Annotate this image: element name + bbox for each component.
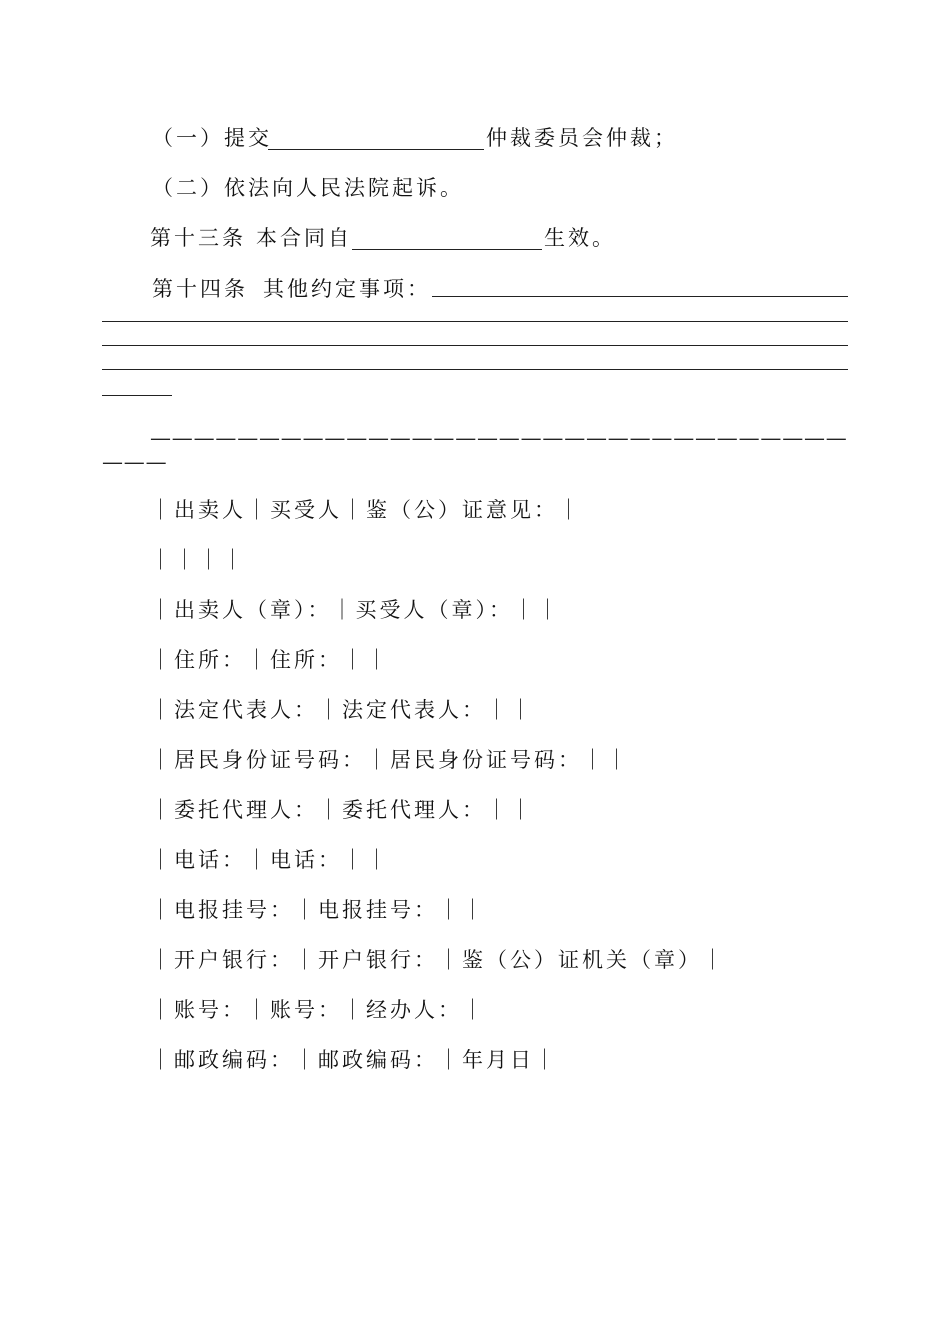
signature-row-agent: ｜委托代理人：｜委托代理人：｜｜ [150, 798, 534, 822]
clause-item2: （二）依法向人民法院起诉。 [152, 176, 464, 200]
article14-label: 第十四条 [152, 277, 248, 301]
dash-separator-2: ——— [102, 450, 168, 474]
signature-row-empty: ｜｜｜｜ [150, 548, 246, 572]
signature-row-account: ｜账号：｜账号：｜经办人：｜ [150, 998, 486, 1022]
article14-text: 其他约定事项： [263, 277, 431, 301]
arbitration-committee-blank [268, 124, 484, 150]
other-matters-blank-2 [102, 300, 848, 322]
effective-date-blank [352, 224, 542, 250]
other-matters-blank-3 [102, 324, 848, 346]
article13-label: 第十三条 [150, 226, 246, 250]
article13-suffix: 生效。 [544, 226, 616, 250]
signature-row-address: ｜住所：｜住所：｜｜ [150, 648, 390, 672]
dash-separator-1: ———————————————————————————————— [150, 426, 848, 450]
signature-row-telegraph: ｜电报挂号：｜电报挂号：｜｜ [150, 898, 486, 922]
clause-item1-prefix: （一）提交 [152, 126, 272, 150]
other-matters-blank-1 [432, 275, 848, 297]
clause-item1-suffix: 仲裁委员会仲裁； [486, 126, 678, 150]
signature-row-parties: ｜出卖人｜买受人｜鉴（公）证意见：｜ [150, 498, 582, 522]
signature-row-postcode: ｜邮政编码：｜邮政编码：｜年月日｜ [150, 1048, 558, 1072]
signature-row-legal-rep: ｜法定代表人：｜法定代表人：｜｜ [150, 698, 534, 722]
other-matters-blank-4 [102, 348, 848, 370]
signature-row-seal: ｜出卖人（章）：｜买受人（章）：｜｜ [150, 598, 561, 622]
article13-prefix: 本合同自 [256, 226, 352, 250]
signature-row-phone: ｜电话：｜电话：｜｜ [150, 848, 390, 872]
other-matters-blank-5 [102, 374, 172, 396]
signature-row-id-number: ｜居民身份证号码：｜居民身份证号码：｜｜ [150, 748, 630, 772]
signature-row-bank: ｜开户银行：｜开户银行：｜鉴（公）证机关（章）｜ [150, 948, 726, 972]
